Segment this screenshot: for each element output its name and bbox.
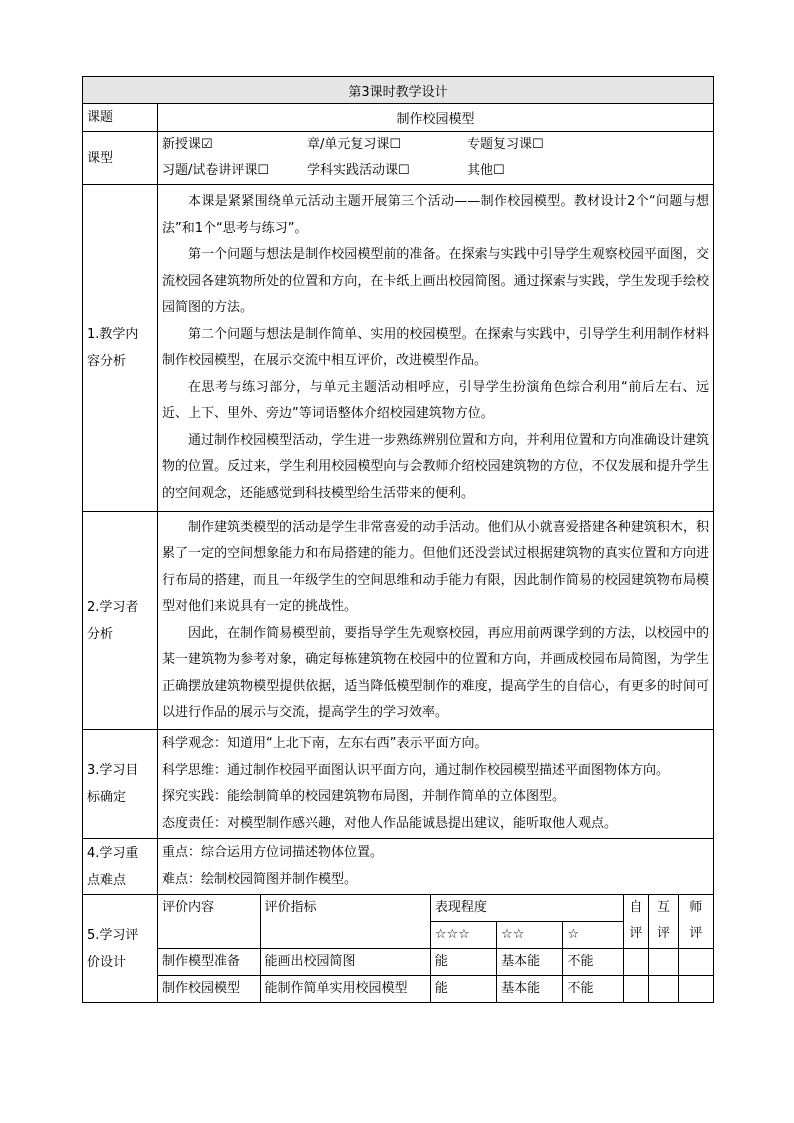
title-row: [83, 77, 714, 104]
type-unit-review: 章/单元复习课☐: [307, 137, 402, 152]
goal-line: 探究实践：能绘制简单的校园建筑物布局图，并制作简单的立体图型。: [162, 789, 566, 804]
evaluation-data-row: [158, 976, 713, 1003]
lesson-type-row: [83, 132, 714, 185]
learning-goals-row: [83, 730, 714, 839]
paragraph: 制作建筑类模型的活动是学生非常喜爱的动手活动。他们从小就喜爱搭建各种建筑积木，积累了一定的空间想象能力和布局搭建的能力。但他们还没尝试过根据建筑物的真实位置和方向进行布局的搭建，而且一年级学生的空间思维和动手能力有限，因此制作简易的校园建筑物布局模型对他们来说具有一定的挑战性。: [162, 519, 709, 614]
paragraph: 通过制作校园模型活动，学生进一步熟练辨别位置和方向，并利用位置和方向准确设计建筑物的位置。反过来，学生利用校园模型向与会教师介绍校园建筑物的方位，不仅发展和提升学生的空间观念，还能感觉到科技模型给生活带来的便利。: [162, 432, 709, 501]
key-points-label: 4.学习重 点难点: [83, 839, 158, 895]
learner-analysis-label: 2.学习者 分析: [83, 512, 158, 730]
row-teacher-eval[interactable]: [678, 949, 713, 976]
header-peer-eval: 互 评: [649, 895, 679, 949]
row-teacher-eval[interactable]: [678, 976, 713, 1003]
type-new-lesson: 新授课☑: [162, 137, 213, 152]
content-analysis-body: [158, 185, 714, 512]
topic-label: 课题: [83, 104, 158, 132]
row-self-eval[interactable]: [623, 976, 649, 1003]
lesson-design-table: [82, 76, 714, 1003]
header-content: 评价内容: [158, 895, 260, 949]
header-level: 表现程度: [430, 895, 623, 922]
key-points-row: [83, 839, 714, 895]
type-exercise-review: 习题/试卷讲评课☐: [162, 163, 270, 178]
paragraph: 在思考与练习部分，与单元主题活动相呼应，引导学生扮演角色综合利用“前后左右、远近、上下、里外、旁边”等词语整体介绍校园建筑物方位。: [162, 379, 709, 421]
key-points-body: [158, 839, 714, 895]
document-title: 第3课时教学设计: [83, 77, 714, 104]
type-other: 其他☐: [467, 163, 505, 178]
key-point-line: 重点：综合运用方位词描述物体位置。: [162, 845, 384, 860]
row-peer-eval[interactable]: [649, 949, 679, 976]
topic-row: [83, 104, 714, 132]
type-practice-activity: 学科实践活动课☐: [307, 163, 410, 178]
row-self-eval[interactable]: [623, 949, 649, 976]
row-level-a: 能: [430, 976, 496, 1003]
content-analysis-row: [83, 185, 714, 512]
learner-analysis-body: [158, 512, 714, 730]
row-level-c: 不能: [563, 976, 623, 1003]
type-topic-review: 专题复习课☐: [467, 137, 544, 152]
evaluation-table-cell: [158, 895, 714, 1003]
row-indicator: 能画出校园简图: [260, 949, 430, 976]
content-analysis-label: 1.教学内 容分析: [83, 185, 158, 512]
row-level-c: 不能: [563, 949, 623, 976]
header-self-eval: 自 评: [623, 895, 649, 949]
difficulty-line: 难点：绘制校园简图并制作模型。: [162, 871, 358, 887]
row-content: 制作模型准备: [158, 949, 260, 976]
evaluation-row: [83, 895, 714, 1003]
evaluation-data-row: [158, 949, 713, 976]
stars-three: ☆☆☆: [430, 922, 496, 949]
header-indicator: 评价指标: [260, 895, 430, 949]
row-content: 制作校园模型: [158, 976, 260, 1003]
paragraph: 本课是紧紧围绕单元活动主题开展第三个活动——制作校园模型。教材设计2个“问题与想法”和1个“思考与练习”。: [162, 194, 709, 236]
paragraph: 因此，在制作简易模型前，要指导学生先观察校园，再应用前两课学到的方法，以校园中的某一建筑物为参考对象，确定每栋建筑物在校园中的位置和方向，并画成校园布局简图，为学生正确摆放建筑物模型提供依据，适当降低模型制作的难度，提高学生的自信心，有更多的时间可以进行作品的展示与交流，提高学生的学习效率。: [162, 625, 709, 720]
paragraph: 第一个问题与想法是制作校园模型前的准备。在探索与实践中引导学生观察校园平面图，交流校园各建筑物所处的位置和方向，在卡纸上画出校园简图。通过探索与实践，学生发现手绘校园简图的方法。: [162, 247, 709, 315]
stars-one: ☆: [563, 922, 623, 949]
goal-line: 态度责任：对模型制作感兴趣，对他人作品能诚恳提出建议，能听取他人观点。: [162, 815, 618, 831]
lesson-type-label: 课型: [83, 132, 158, 185]
learning-goals-label: 3.学习目 标确定: [83, 730, 158, 839]
evaluation-header-row: [158, 895, 713, 922]
evaluation-table: [158, 895, 713, 1002]
header-teacher-eval: 师 评: [678, 895, 713, 949]
goal-line: 科学思维：通过制作校园平面图认识平面方向，通过制作校园模型描述平面图物体方向。: [162, 762, 670, 778]
row-level-b: 基本能: [497, 976, 563, 1003]
learner-analysis-row: [83, 512, 714, 730]
evaluation-label: 5.学习评 价设计: [83, 895, 158, 1003]
paragraph: 第二个问题与想法是制作简单、实用的校园模型。在探索与实践中，引导学生利用制作材料制作校园模型，在展示交流中相互评价，改进模型作品。: [162, 326, 709, 368]
row-level-a: 能: [430, 949, 496, 976]
stars-two: ☆☆: [497, 922, 563, 949]
learning-goals-body: [158, 730, 714, 839]
topic-value: 制作校园模型: [158, 104, 714, 132]
row-indicator: 能制作简单实用校园模型: [260, 976, 430, 1003]
goal-line: 科学观念：知道用“上北下南，左东右西”表示平面方向。: [162, 736, 488, 751]
lesson-type-options: [158, 132, 714, 185]
row-level-b: 基本能: [497, 949, 563, 976]
row-peer-eval[interactable]: [649, 976, 679, 1003]
